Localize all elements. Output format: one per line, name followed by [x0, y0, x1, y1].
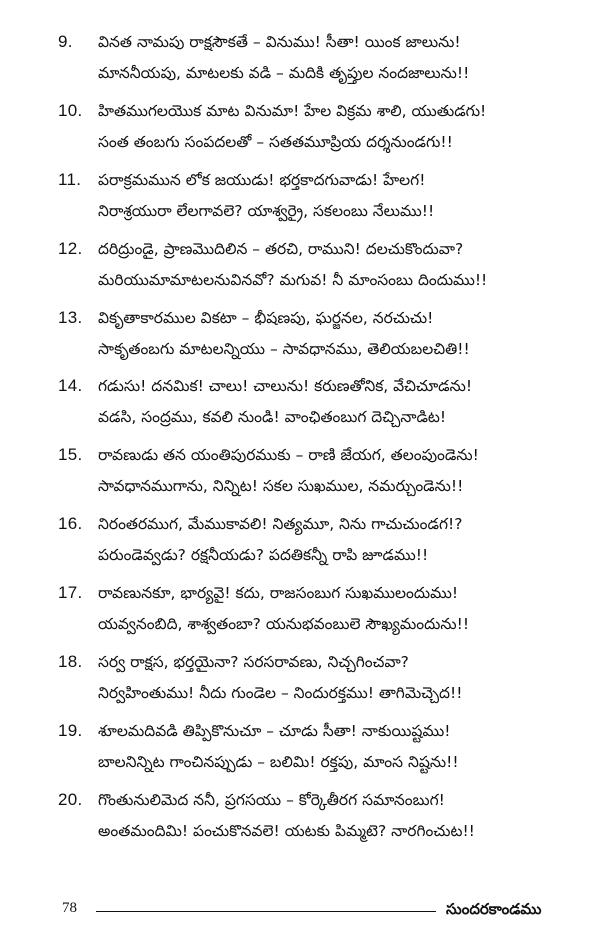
verse-line-2: మరియుమామాటలనువినవో? మగువ! నీ మాంసంబు దిందుము!! [98, 270, 488, 289]
verse-number: 18. [58, 652, 83, 672]
verse-line-1: రావణునకూ, భార్యవై! కదు, రాజసంబుగ సుఖములందుము! [98, 584, 459, 603]
verse-line-2: సాకృతంబగు మాటలన్నియు – సావధానము, తెలియబలచితి!! [98, 339, 470, 358]
verse-line-1: శూలమదివడి తిప్పికొనుచూ – చూడు సీతా! నాకుయిష్టము! [98, 721, 451, 740]
verse-line-2: యవ్వనంబిది, శాశ్వతంబా? యనుభవంబులె సౌఖ్యమందును!! [98, 615, 470, 634]
verse-line-2: సంత తంబగు సంపదలతో – సతతమూప్రియ దర్శనుండగు!! [98, 132, 453, 151]
verse-number: 10. [58, 100, 83, 120]
book-title: సుందరకాండము [446, 900, 542, 918]
verse-line-2: పరుండెవ్వడు? రక్షనీయడు? పదతికన్నీ రాపి జూడము!! [98, 546, 429, 565]
verse-line-1: నిరంతరముగ, మేముకావలి! నిత్యమూ, నిను గాచుచుండగ!? [98, 515, 463, 534]
verse-10 [58, 99, 588, 168]
verse-16 [58, 512, 588, 581]
verse-line-2: వడసి, సంద్రము, కవలి నుండి! వాంఛితంబుగ దెచ్చినాడిట! [98, 408, 447, 427]
verse-number: 13. [58, 307, 83, 327]
verse-line-2: మాననీయపు, మాటలకు వడి – మదికి తృప్తుల నందజాలును!! [98, 64, 470, 82]
verse-20 [58, 788, 588, 857]
verse-line-2: నిర్వహింతుము! నీదు గుండెల – నిందురక్తము! తాగిమెచ్చెద!! [98, 684, 463, 703]
verse-number: 16. [58, 514, 83, 534]
verse-line-1: వికృతాకారముల వికటా – భీషణపు, ఘర్జనల, నరచుచు! [98, 308, 434, 327]
verse-9 [58, 30, 588, 99]
verse-line-1: గడుసు! దనమిక! చాలు! చాలును! కరుణతోనిక, వేచిచూడను! [98, 377, 473, 396]
verse-number: 14. [58, 376, 83, 396]
verse-19 [58, 719, 588, 788]
verse-line-1: సర్వ రాక్షస, భర్తయైనా? సరసరావణు, నిచ్చగించవా? [98, 653, 409, 672]
verse-number: 20. [58, 789, 83, 809]
verse-line-1: గొంతునులిమెద ననీ, ప్రగసయు – కోర్కెతీరగ సమానంబుగ! [98, 790, 445, 809]
verse-number: 11. [58, 169, 82, 189]
verse-17 [58, 581, 588, 650]
verse-list [58, 30, 588, 857]
verse-line-1: హితముగలయొక మాట వినుమా! హేల విక్రమ శాలి, యుతుడగు! [98, 101, 487, 120]
verse-line-2: బాలనిన్నిట గాంచినప్పుడు – బలిమి! రక్తపు, మాంస నిష్టను!! [98, 752, 459, 771]
verse-line-1: వినత నామపు రాక్షసౌకతే – వినుము! సీతా! యింక జాలును! [98, 33, 461, 51]
verse-number: 15. [58, 445, 83, 465]
verse-line-2: నిరాశ్రయురా లేలగావలె? యాశ్వర్రై, సకలంబు నేలుము!! [98, 201, 435, 220]
verse-18 [58, 650, 588, 719]
footer-rule [96, 911, 436, 912]
verse-number: 19. [58, 720, 83, 740]
page-footer [62, 900, 592, 922]
verse-11 [58, 168, 588, 237]
verse-line-1: దరిద్రుండై, ప్రాణమొదిలిన – తరచి, రాముని! దలచుకొందువా? [98, 239, 464, 258]
page-number: 78 [62, 900, 77, 916]
verse-15 [58, 443, 588, 512]
verse-number: 12. [58, 238, 83, 258]
verse-12 [58, 237, 588, 306]
verse-line-2: సావధానముగాను, నిన్నిట! సకల సుఖముల, నమర్చుండెను!! [98, 477, 464, 496]
verse-number: 9. [58, 32, 73, 51]
verse-line-1: పరాక్రమమున లోక జయుడు! భర్తకాదగువాడు! హేలగ! [98, 170, 426, 189]
verse-line-1: రావణుడు తన యంతిపురముకు – రాణి జేయగ, తలంపుండెను! [98, 446, 479, 465]
verse-number: 17. [58, 583, 83, 603]
verse-13 [58, 306, 588, 375]
verse-line-2: అంతమందిమి! పంచుకొనవలె! యటకు పిమ్మటె? నారగించుట!! [98, 821, 475, 840]
verse-14 [58, 374, 588, 443]
